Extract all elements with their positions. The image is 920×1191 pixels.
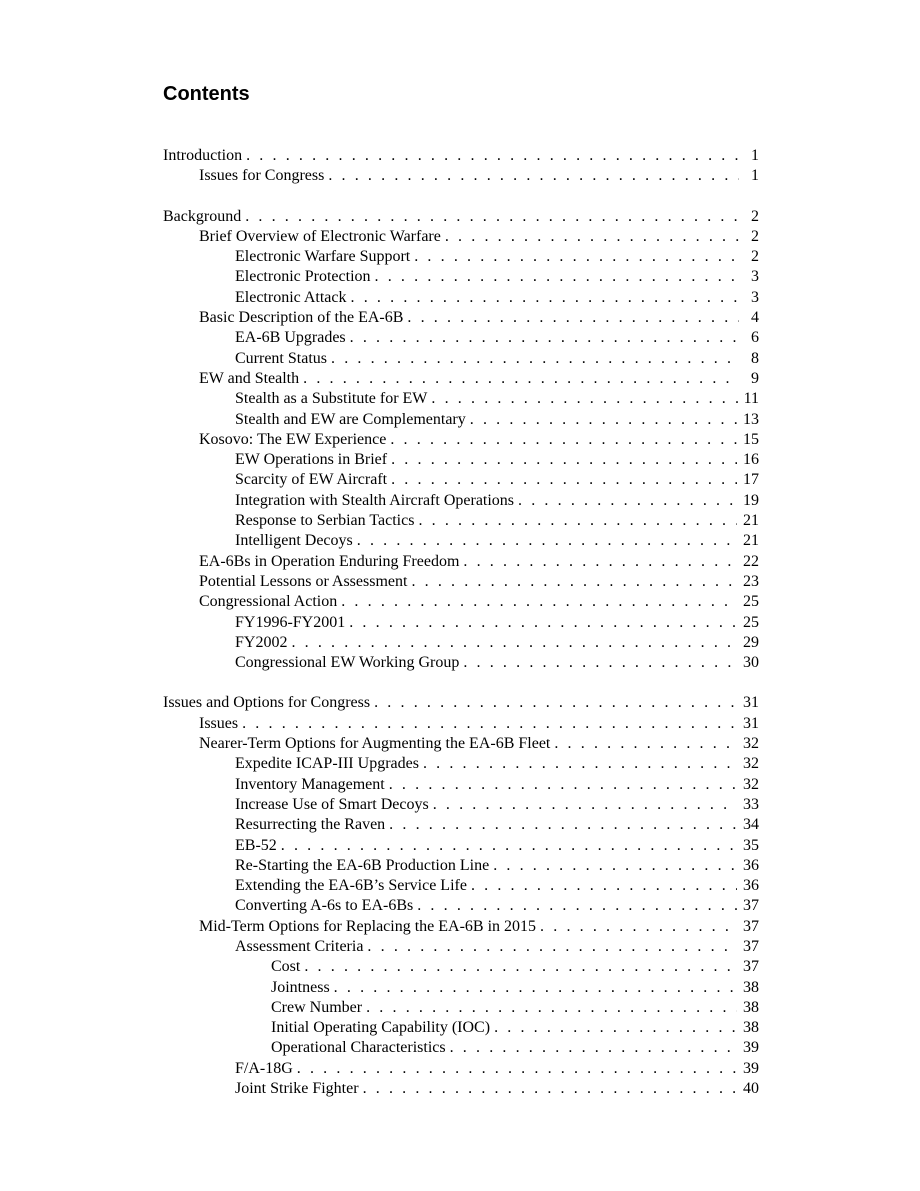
toc-entry	[163, 1059, 759, 1079]
toc-dot-leader	[351, 288, 739, 308]
toc-dot-leader	[494, 1018, 737, 1038]
toc-dot-leader	[297, 1059, 737, 1079]
toc-entry	[163, 978, 759, 998]
toc-entry-title: EW Operations in Brief	[235, 451, 388, 469]
toc-entry-page: 30	[743, 654, 759, 672]
toc-entry-page: 25	[743, 613, 759, 631]
toc-dot-leader	[431, 389, 737, 409]
toc-entry-title: F/A-18G	[235, 1059, 293, 1077]
toc-entry-page: 36	[743, 877, 759, 895]
toc-entry	[163, 876, 759, 896]
toc-entry-page: 37	[743, 958, 759, 976]
toc-entry-title: Mid-Term Options for Replacing the EA-6B in 2015	[199, 917, 537, 935]
toc-entry-page: 39	[743, 1039, 759, 1057]
toc-entry-page: 37	[743, 897, 759, 915]
toc-entry-page: 31	[743, 714, 759, 732]
toc-dot-leader	[463, 653, 737, 673]
toc-dot-leader	[304, 957, 737, 977]
toc-entry-title: Re-Starting the EA-6B Production Line	[235, 856, 490, 874]
toc-entry-title: Background	[163, 207, 242, 225]
toc-entry	[163, 633, 759, 653]
toc-dot-leader	[291, 633, 737, 653]
toc-entry-title: EB-52	[235, 836, 277, 854]
toc-dot-leader	[341, 592, 737, 612]
toc-dot-leader	[246, 146, 739, 166]
toc-dot-leader	[463, 552, 737, 572]
toc-entry-page: 1	[751, 147, 759, 164]
toc-entry-title: Issues for Congress	[199, 167, 325, 185]
toc-entry-title: Initial Operating Capability (IOC)	[271, 1019, 491, 1037]
toc-dot-leader	[328, 166, 739, 186]
toc-entry	[163, 288, 759, 308]
toc-entry-title: Operational Characteristics	[271, 1039, 446, 1057]
toc-entry	[163, 815, 759, 835]
toc-entry-title: Issues and Options for Congress	[163, 694, 371, 712]
toc-dot-leader	[363, 1079, 737, 1099]
toc-entry	[163, 1038, 759, 1058]
toc-entry	[163, 613, 759, 633]
toc-entry-title: Crew Number	[271, 998, 363, 1016]
toc-entry-title: Extending the EA-6B’s Service Life	[235, 877, 467, 895]
toc-entry-page: 19	[743, 491, 759, 509]
toc-entry-title: Jointness	[271, 978, 330, 996]
toc-dot-leader	[445, 227, 739, 247]
toc-entry-title: EW and Stealth	[199, 369, 300, 387]
toc-entry-page: 3	[751, 268, 759, 286]
toc-entry	[163, 836, 759, 856]
toc-entry	[163, 531, 759, 551]
toc-dot-leader	[390, 430, 737, 450]
toc-dot-leader	[414, 247, 739, 267]
toc-entry-page: 32	[743, 755, 759, 773]
toc-entry-page: 21	[743, 532, 759, 550]
table-of-contents	[163, 146, 759, 1099]
toc-dot-leader	[389, 775, 737, 795]
toc-entry-page: 40	[743, 1080, 759, 1098]
toc-dot-leader	[389, 815, 737, 835]
toc-entry-title: Integration with Stealth Aircraft Operations	[235, 491, 515, 509]
toc-entry-title: Brief Overview of Electronic Warfare	[199, 227, 441, 245]
toc-entry	[163, 470, 759, 490]
toc-entry	[163, 207, 759, 227]
toc-dot-leader	[331, 349, 739, 369]
toc-entry-title: Increase Use of Smart Decoys	[235, 795, 429, 813]
toc-dot-leader	[242, 714, 737, 734]
toc-entry-page: 36	[743, 856, 759, 874]
toc-dot-leader	[281, 836, 737, 856]
toc-entry-page: 25	[743, 593, 759, 611]
toc-entry	[163, 734, 759, 754]
toc-dot-leader	[518, 491, 737, 511]
toc-entry	[163, 917, 759, 937]
toc-entry-title: Stealth as a Substitute for EW	[235, 390, 428, 408]
toc-entry	[163, 775, 759, 795]
toc-dot-leader	[411, 572, 737, 592]
toc-entry-title: Congressional Action	[199, 593, 338, 611]
toc-entry	[163, 308, 759, 328]
toc-entry	[163, 592, 759, 612]
toc-entry-title: Kosovo: The EW Experience	[199, 430, 387, 448]
toc-entry-page: 16	[743, 451, 759, 469]
toc-entry-page: 2	[751, 227, 759, 245]
toc-entry-page: 37	[743, 937, 759, 955]
toc-entry-page: 2	[751, 248, 759, 266]
toc-dot-leader	[493, 856, 737, 876]
toc-entry	[163, 1018, 759, 1038]
toc-entry-title: Electronic Warfare Support	[235, 248, 411, 266]
toc-entry-title: Basic Description of the EA-6B	[199, 309, 404, 327]
toc-dot-leader	[407, 308, 739, 328]
toc-entry-title: Congressional EW Working Group	[235, 654, 460, 672]
toc-entry-title: Inventory Management	[235, 775, 385, 793]
toc-entry-page: 15	[743, 430, 759, 448]
toc-entry	[163, 267, 759, 287]
toc-entry-page: 33	[743, 795, 759, 813]
toc-entry	[163, 957, 759, 977]
toc-entry-title: Introduction	[163, 147, 243, 164]
toc-entry	[163, 146, 759, 166]
toc-entry-title: Resurrecting the Raven	[235, 816, 386, 834]
toc-entry-title: Intelligent Decoys	[235, 532, 353, 550]
toc-entry	[163, 754, 759, 774]
toc-entry	[163, 1079, 759, 1099]
toc-entry-title: Converting A-6s to EA-6Bs	[235, 897, 414, 915]
toc-dot-leader	[245, 207, 739, 227]
toc-entry	[163, 328, 759, 348]
toc-entry	[163, 693, 759, 713]
toc-dot-leader	[357, 531, 737, 551]
toc-entry-title: Joint Strike Fighter	[235, 1080, 359, 1098]
toc-entry-page: 3	[751, 288, 759, 306]
toc-entry-page: 29	[743, 633, 759, 651]
toc-dot-leader	[470, 410, 737, 430]
toc-dot-leader	[366, 998, 737, 1018]
toc-entry	[163, 511, 759, 531]
toc-dot-leader	[375, 267, 739, 287]
toc-entry-page: 37	[743, 917, 759, 935]
toc-entry	[163, 369, 759, 389]
toc-entry-title: Cost	[271, 958, 301, 976]
toc-entry-page: 2	[751, 207, 759, 225]
toc-entry	[163, 349, 759, 369]
toc-entry-page: 17	[743, 471, 759, 489]
toc-entry-page: 32	[743, 775, 759, 793]
toc-entry-page: 9	[751, 369, 759, 387]
toc-entry	[163, 552, 759, 572]
toc-entry-page: 31	[743, 694, 759, 712]
toc-entry-page: 35	[743, 836, 759, 854]
toc-entry	[163, 166, 759, 186]
toc-dot-leader	[349, 613, 737, 633]
toc-entry-page: 6	[751, 329, 759, 347]
toc-dot-leader	[471, 876, 737, 896]
toc-entry	[163, 227, 759, 247]
toc-entry	[163, 714, 759, 734]
toc-entry-page: 34	[743, 816, 759, 834]
toc-entry-page: 8	[751, 349, 759, 367]
toc-entry-title: Assessment Criteria	[235, 937, 364, 955]
toc-dot-leader	[554, 734, 737, 754]
toc-entry-page: 38	[743, 1019, 759, 1037]
toc-entry-page: 32	[743, 735, 759, 753]
toc-entry	[163, 653, 759, 673]
toc-entry-page: 38	[743, 998, 759, 1016]
toc-entry-title: Stealth and EW are Complementary	[235, 410, 466, 428]
toc-entry	[163, 491, 759, 511]
toc-entry-page: 38	[743, 978, 759, 996]
toc-entry-title: EA-6B Upgrades	[235, 329, 346, 347]
toc-entry-page: 1	[751, 167, 759, 185]
toc-entry-title: Nearer-Term Options for Augmenting the EA-6B Fleet	[199, 735, 551, 753]
toc-dot-leader	[418, 511, 737, 531]
toc-entry-title: Response to Serbian Tactics	[235, 512, 415, 530]
toc-entry	[163, 450, 759, 470]
page-title: Contents	[163, 83, 250, 105]
toc-entry-title: Expedite ICAP-III Upgrades	[235, 755, 419, 773]
toc-entry-page: 39	[743, 1059, 759, 1077]
toc-entry	[163, 896, 759, 916]
toc-entry	[163, 410, 759, 430]
toc-entry-page: 4	[751, 309, 759, 327]
toc-entry-page: 11	[743, 390, 759, 408]
toc-entry-title: Electronic Attack	[235, 288, 347, 306]
toc-dot-leader	[417, 896, 737, 916]
toc-entry	[163, 247, 759, 267]
toc-entry-page: 22	[743, 552, 759, 570]
toc-entry-title: EA-6Bs in Operation Enduring Freedom	[199, 552, 460, 570]
toc-entry-title: Current Status	[235, 349, 327, 367]
toc-entry-page: 13	[743, 410, 759, 428]
toc-dot-leader	[350, 328, 739, 348]
toc-entry-page: 23	[743, 572, 759, 590]
toc-dot-leader	[391, 450, 737, 470]
toc-dot-leader	[334, 978, 737, 998]
toc-dot-leader	[303, 369, 739, 389]
toc-entry	[163, 998, 759, 1018]
toc-entry	[163, 937, 759, 957]
toc-entry-title: FY2002	[235, 633, 288, 651]
toc-entry-title: FY1996-FY2001	[235, 613, 346, 631]
toc-dot-leader	[433, 795, 737, 815]
toc-entry-title: Issues	[199, 714, 239, 732]
toc-entry-title: Electronic Protection	[235, 268, 371, 286]
toc-entry	[163, 430, 759, 450]
toc-entry	[163, 572, 759, 592]
toc-entry-page: 21	[743, 512, 759, 530]
toc-dot-leader	[367, 937, 737, 957]
toc-entry-title: Scarcity of EW Aircraft	[235, 471, 388, 489]
toc-entry	[163, 795, 759, 815]
toc-entry	[163, 389, 759, 409]
toc-dot-leader	[450, 1038, 737, 1058]
toc-entry	[163, 856, 759, 876]
toc-dot-leader	[423, 754, 737, 774]
toc-dot-leader	[391, 470, 737, 490]
toc-dot-leader	[374, 693, 737, 713]
toc-dot-leader	[540, 917, 737, 937]
toc-entry-title: Potential Lessons or Assessment	[199, 572, 408, 590]
